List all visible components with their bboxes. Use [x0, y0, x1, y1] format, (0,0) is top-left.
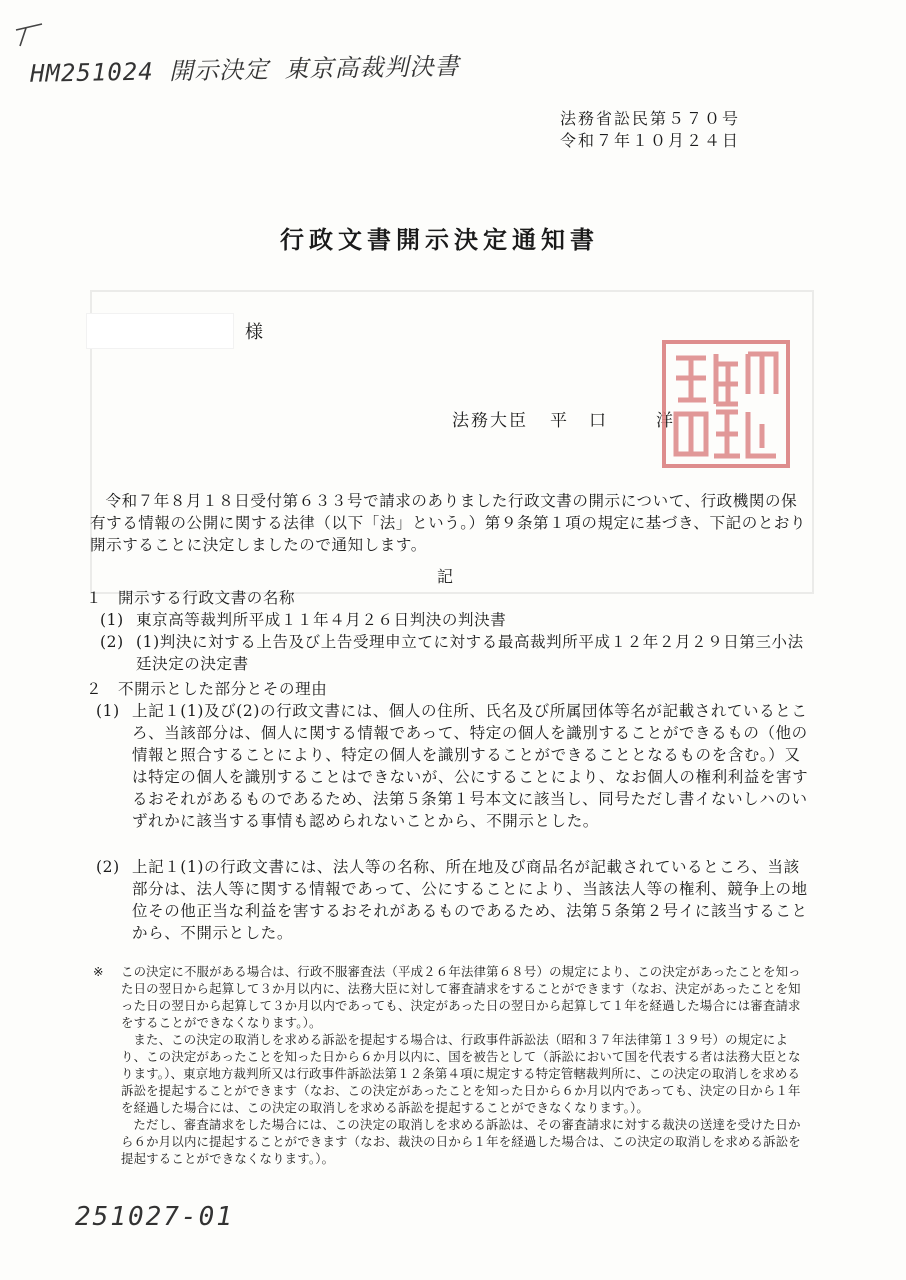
note-paragraph: ただし、審査請求をした場合には、この決定の取消しを求める訴訟は、その審査請求に対する裁決の送達を受けた日から６か月以内に提起することができます（なお、裁決の日から１年を経過した場合は、この決定の取消しを求める訴訟を提起することができなくなります。）。 [121, 1117, 801, 1166]
section1-title: 開示する行政文書の名称 [118, 589, 296, 607]
item-text: 上記１(1)の行政文書には、法人等の名称、所在地及び商品名が記載されているところ、当該部分は、法人等に関する情報であって、公にすることにより、当該法人等の権利、競争上の地位その他正当な利益を害するおそれがあるものであるため、法第５条第２号イに該当することから、不開示とした。 [132, 858, 808, 942]
redacted-addressee [86, 313, 234, 349]
ki-heading: 記 [437, 567, 454, 586]
item-number: (1) [100, 611, 124, 629]
item-number: (2) [100, 633, 124, 651]
item-text: (1)判決に対する上告及び上告受理申立てに対する最高裁判所平成１２年２月２９日第三小法廷決定の決定書 [136, 633, 804, 673]
section2-title: 不開示とした部分とその理由 [118, 680, 328, 698]
sender-position: 法務大臣 [452, 411, 528, 431]
seal-glyphs [666, 344, 786, 464]
intro-text: 令和７年８月１８日受付第６３３号で請求のありました行政文書の開示について、行政機関の保有する情報の公開に関する法律（以下「法」という。）第９条第１項の規定に基づき、下記のとおり開示することに決定しましたので通知します。 [90, 492, 807, 554]
section2-item [96, 700, 812, 832]
official-seal [662, 340, 790, 468]
sender-given-name: 洋 [656, 411, 675, 431]
note-paragraph: また、この決定の取消しを求める訴訟を提起する場合は、行政事件訴訟法（昭和３７年法律第１３９号）の規定により、この決定があったことを知った日から６か月以内に、国を被告として（訴訟において国を代表する者は法務大臣となります。）、東京地方裁判所又は行政事件訴訟法第１２条第４項に規定する特定管轄裁判所に、この決定の取消しを求める訴訟を提起することができます（なお、この決定があったことを知った日から６か月以内であっても、決定の日から１年を経過した場合には、この決定の取消しを求める訴訟を提起することができなくなります。）。 [121, 1032, 801, 1115]
sender-line [452, 406, 675, 431]
handwritten-bottom-note: 251027-01 [75, 1202, 234, 1232]
notes-block [93, 963, 809, 1167]
addressee-honorific: 様 [245, 322, 263, 343]
note-mark: ※ [93, 964, 104, 979]
page-title: 行政文書開示決定通知書 [280, 225, 599, 254]
section1-heading [86, 587, 816, 609]
note-paragraph: この決定に不服がある場合は、行政不服審査法（平成２６年法律第６８号）の規定により、この決定があったことを知った日の翌日から起算して３か月以内に、法務大臣に対して審査請求をすることができます（なお、決定があったことを知った日の翌日から起算して３か月以内であっても、決定があった日の翌日から起算して１年を経過した場合には審査請求をすることができなくなります。）。 [121, 964, 801, 1030]
section2-item [96, 856, 812, 944]
section2-number: ２ [86, 680, 103, 698]
handwritten-tick-mark [12, 20, 46, 50]
sender-family-name: 平口 [550, 411, 628, 431]
section1-item [100, 609, 830, 631]
item-number: (1) [96, 702, 120, 720]
section1-number: １ [86, 589, 103, 607]
document-header [560, 108, 740, 152]
document-date: 令和７年１０月２４日 [560, 131, 741, 150]
item-number: (2) [96, 858, 120, 876]
intro-paragraph [90, 490, 812, 556]
section1-item [100, 631, 816, 675]
handwritten-top-note: HM251024 開示決定 東京高裁判決書 [29, 52, 460, 88]
document-number: 法務省訟民第５７０号 [560, 109, 741, 128]
item-text: 上記１(1)及び(2)の行政文書には、個人の住所、氏名及び所属団体等名が記載されているところ、当該部分は、個人に関する情報であって、特定の個人を識別することができるもの（他の情報と照合することにより、特定の個人を識別することができることとなるものを含む。）又は特定の個人を識別することはできないが、公にすることにより、なお個人の権利利益を害するおそれがあるものであるため、法第５条第１号本文に該当し、同号ただし書イないしハのいずれかに該当する事情も認められないことから、不開示とした。 [132, 702, 809, 830]
section2-heading [86, 678, 816, 700]
item-text: 東京高等裁判所平成１１年４月２６日判決の判決書 [136, 611, 507, 629]
